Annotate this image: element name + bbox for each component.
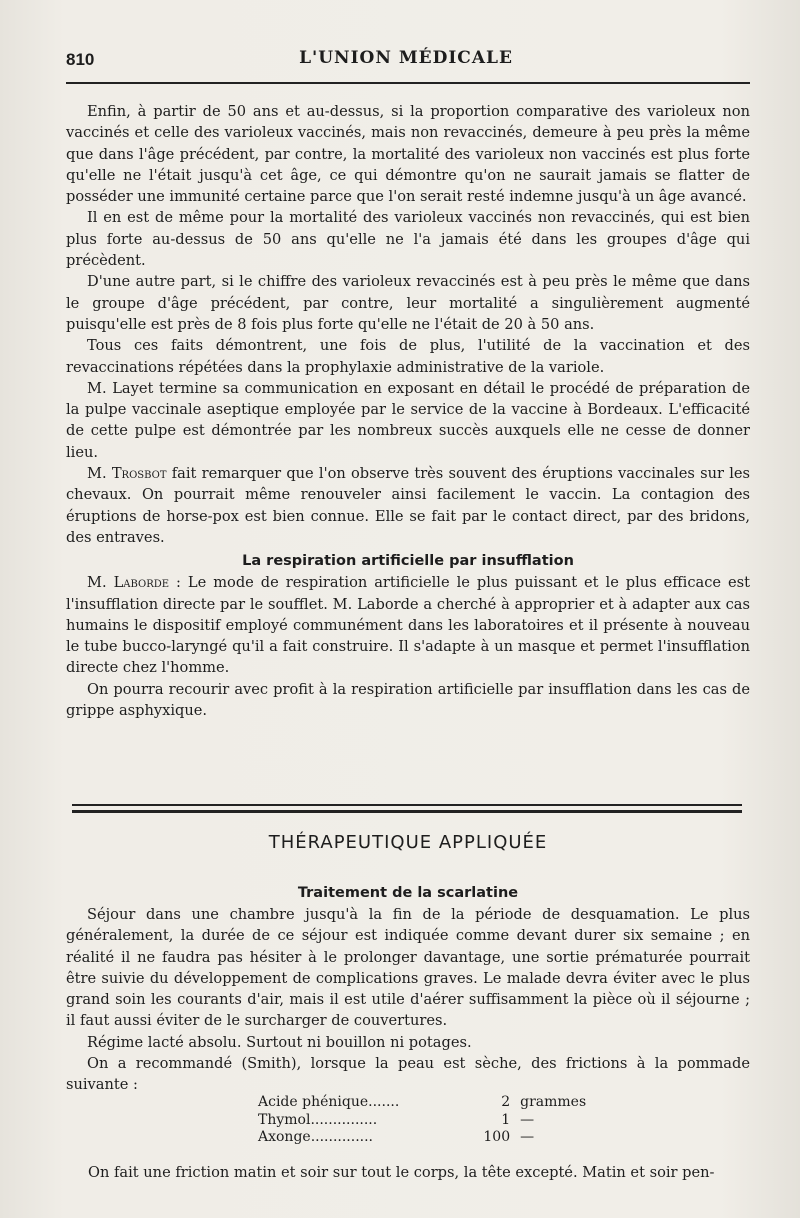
section-divider [72,804,742,813]
paragraph: D'une autre part, si le chiffre des varioleux revaccinés est à peu près le même que dans le groupe d'âge précédent, par contre, leur mortalité a singulièrement augmenté puisqu'elle est près de 8 fois plus forte qu'elle ne l'était de 20 à 50 ans. [66,273,750,333]
ingredient-name: Axonge.............. [258,1129,374,1145]
ingredient-quantity: 100 [483,1129,511,1145]
paragraph: On pourra recourir avec profit à la respiration artificielle par insufflation dans les cas de grippe asphyxique. [66,680,750,720]
ingredient-name: Acide phénique....... [258,1094,400,1110]
prescription-row [258,1094,588,1112]
paragraph: M. Layet termine sa communication en exposant en détail le procédé de préparation de la pulpe vaccinale aseptique employée par le service de la vaccine à Bordeaux. L'efficacité de cette pulpe est démontrée par les nombreux succès auxquels elle ne cesse de donner lieu. [66,379,750,461]
paragraph: Régime lacté absolu. Surtout ni bouillon ni potages. [87,1033,472,1051]
page-header [66,48,746,74]
speaker-name: Trosbot [111,465,167,483]
paragraph: Tous ces faits démontrent, une fois de plus, l'utilité de la vaccination et des revaccinations répétées dans la prophylaxie administrative de la variole. [66,337,750,376]
article-continuation [66,101,750,721]
paragraph: Séjour dans une chambre jusqu'à la fin de la période de desquamation. Le plus généralement, la durée de ce séjour est indiquée comme devant durer six semaine ; en réalité il ne faudra pas hésiter à le prolonger davantage, une sortie prématurée pourrait être suivie du développement de complications graves. Le malade devra éviter avec le plus grand soin les courants d'air, mais il est utile d'aérer suffisamment la pièce où il séjourne ; il faut aussi éviter de le surcharger de couvertures. [66,906,750,1030]
ingredient-unit: — [520,1129,535,1145]
ingredient-unit: grammes [520,1094,587,1110]
paragraph: On a recommandé (Smith), lorsque la peau est sèche, des frictions à la pommade suivante : [66,1055,750,1094]
paragraph-laborde [66,572,750,678]
prescription-row [258,1112,588,1130]
section-subheading: La respiration artificielle par insufflation [242,553,574,570]
ingredient-quantity: 2 [501,1094,511,1110]
ingredient-name: Thymol............... [258,1111,378,1128]
paragraph-text: : Le mode de respiration artificielle le plus puissant et le plus efficace est l'insufflation directe par le soufflet. M. Laborde a cherché à approprier et à adapter aux cas humains le dispositif employé communément dans les laboratoires et il présente à nouveau le tube bucco-laryngé qu'il a fait construire. Il s'adapte à un masque et permet l'insufflation directe chez l'homme. [66,574,750,677]
therapeutique-section [66,882,750,1096]
section-subheading: Traitement de la scarlatine [297,885,519,901]
prescription-row [258,1129,588,1147]
section-title: THÉRAPEUTIQUE APPLIQUÉE [268,832,548,853]
paragraph-text: fait remarquer que l'on observe très souvent des éruptions vaccinales sur les chevaux. On pourrait même renouveler ainsi facilement le vaccin. La contagion des éruptions de horse-pox est bien connue. Elle se fait par le contact direct, par des bridons, des entraves. [66,465,750,546]
speaker-prefix: M. [87,465,112,483]
journal-title: L'UNION MÉDICALE [299,48,513,68]
page-number: 810 [66,50,95,69]
header-rule [66,82,750,84]
ingredient-quantity: 1 [501,1111,511,1128]
speaker-name: Laborde [113,574,170,592]
paragraph-final: On fait une friction matin et soir sur tout le corps, la tête excepté. Matin et soir pen- [88,1164,715,1181]
paragraph-trosbot [66,463,750,548]
paragraph: Enfin, à partir de 50 ans et au-dessus, si la proportion comparative des varioleux non vaccinés et celle des varioleux vaccinés, mais non revaccinés, demeure à peu près la même que dans l'âge précédent, par contre, la mortalité des varioleux non vaccinés est plus forte qu'elle ne l'était jusqu'à cet âge, ce qui démontre qu'on ne saurait jamais se flatter de posséder une immunité certaine parce que l'on serait resté indemne jusqu'à un âge avancé. [66,103,750,206]
speaker-prefix: M. [87,574,114,592]
paragraph: Il en est de même pour la mortalité des varioleux vaccinés non revaccinés, qui est bien plus forte au-dessus de 50 ans qu'elle ne l'a jamais été dans les groupes d'âge qui précèdent. [66,209,750,270]
ingredient-unit: — [520,1111,535,1128]
prescription-table [258,1094,588,1147]
